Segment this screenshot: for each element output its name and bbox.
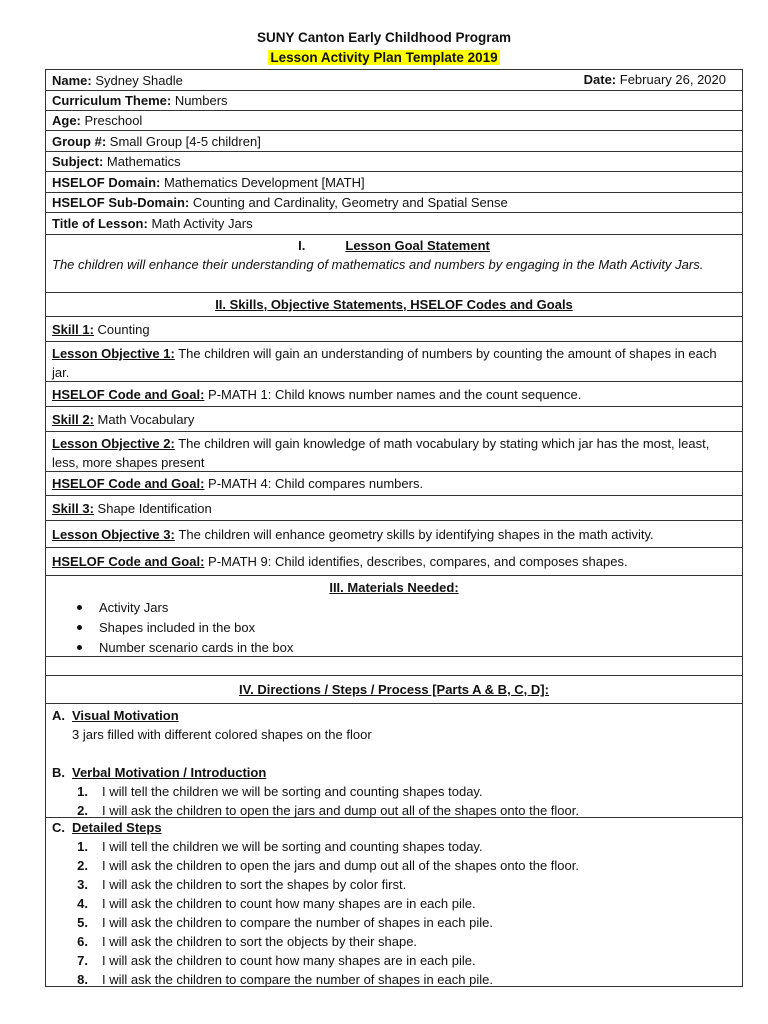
- subject-row: [46, 152, 742, 172]
- motivation-row: [46, 704, 742, 818]
- name-label: Name:: [52, 72, 92, 88]
- date-label: Date:: [583, 72, 617, 87]
- skill2-value: Math Vocabulary: [97, 411, 195, 427]
- skill1-label: Skill 1:: [52, 321, 94, 337]
- step-number: 7.: [77, 953, 88, 968]
- domain-label: HSELOF Domain:: [52, 174, 161, 190]
- program-title: SUNY Canton Early Childhood Program: [256, 30, 512, 45]
- subject-label: Subject:: [52, 154, 104, 169]
- materials-item: [52, 637, 736, 657]
- goal-heading: [52, 236, 736, 255]
- skill3-value: Shape Identification: [97, 500, 212, 516]
- theme-label: Curriculum Theme:: [52, 93, 172, 108]
- skills-heading-row: [46, 293, 742, 317]
- materials-item-text: Number scenario cards in the box: [99, 639, 294, 655]
- section-b-letter: B.: [52, 765, 65, 780]
- template-title: [0, 50, 768, 65]
- skill1-value: Counting: [97, 321, 150, 337]
- step-text: I will ask the children to open the jars and dump out all of the shapes onto the floor.: [102, 858, 579, 873]
- materials-row: [46, 576, 742, 657]
- name-value: Sydney Shadle: [95, 72, 183, 88]
- list-item: [52, 837, 736, 856]
- section-a: [52, 706, 736, 725]
- materials-item-text: Activity Jars: [99, 599, 169, 615]
- materials-item: [52, 597, 736, 617]
- subdomain-value: Counting and Cardinality, Geometry and Spatial Sense: [192, 195, 508, 210]
- date-field: [584, 70, 726, 89]
- skill2-row: [46, 407, 742, 432]
- section-b: [52, 763, 736, 782]
- list-item: [52, 801, 736, 818]
- domain-value: Mathematics Development [MATH]: [163, 174, 365, 190]
- section-c: [52, 818, 736, 837]
- code2-label: HSELOF Code and Goal:: [52, 476, 205, 491]
- section-a-letter: A.: [52, 708, 65, 723]
- blank-row: [46, 657, 742, 676]
- directions-heading-row: [46, 676, 742, 704]
- objective3-text: The children will enhance geometry skills by identifying shapes in the math activity.: [178, 526, 654, 542]
- code3-label: HSELOF Code and Goal:: [52, 554, 205, 569]
- date-value: February 26, 2020: [619, 72, 726, 87]
- skill1-row: [46, 317, 742, 342]
- materials-item-text: Shapes included in the box: [99, 619, 256, 635]
- subject-value: Mathematics: [106, 154, 181, 169]
- goal-numeral: I.: [298, 238, 306, 253]
- subdomain-label: HSELOF Sub-Domain:: [52, 195, 190, 210]
- section-a-text: [52, 725, 736, 744]
- detailed-steps-row: [46, 818, 742, 986]
- group-label: Group #:: [52, 133, 107, 149]
- section-a-text-content: 3 jars filled with different colored shapes on the floor: [72, 727, 372, 742]
- step-number: 4.: [77, 896, 88, 911]
- step-number: 2.: [77, 858, 88, 873]
- goal-text: The children will enhance their understanding of mathematics and numbers by engaging in the Math Activity Jars.: [52, 257, 704, 272]
- section-b-heading: Verbal Motivation / Introduction: [72, 765, 267, 780]
- code1-text: P-MATH 1: Child knows number names and the count sequence.: [208, 386, 582, 402]
- group-row: [46, 131, 742, 152]
- code2-text: P-MATH 4: Child compares numbers.: [208, 476, 424, 491]
- code3-text: P-MATH 9: Child identifies, describes, compares, and composes shapes.: [208, 554, 628, 569]
- step-number: 1.: [77, 839, 88, 854]
- step-number: 8.: [77, 972, 88, 986]
- bullet-icon: [77, 625, 82, 630]
- list-item: [52, 782, 736, 801]
- objective1-label: Lesson Objective 1:: [52, 346, 175, 361]
- objective2-label: Lesson Objective 2:: [52, 436, 175, 451]
- list-item: [52, 894, 736, 913]
- code3-row: [46, 548, 742, 576]
- step-number: 3.: [77, 877, 88, 892]
- step-number: 5.: [77, 915, 88, 930]
- list-item: [52, 875, 736, 894]
- code1-row: [46, 382, 742, 407]
- materials-heading: III. Materials Needed:: [329, 580, 459, 595]
- section-c-letter: C.: [52, 820, 65, 835]
- section-a-heading: Visual Motivation: [72, 708, 179, 723]
- lesson-title-label: Title of Lesson:: [52, 216, 148, 231]
- goal-row: [46, 235, 742, 293]
- step-text: I will ask the children to sort the shapes by color first.: [102, 877, 407, 892]
- code2-row: [46, 472, 742, 496]
- theme-row: [46, 91, 742, 111]
- objective1-text: The children will gain an understanding of numbers by counting the amount of shapes in each jar.: [52, 346, 717, 380]
- subdomain-row: [46, 193, 742, 213]
- domain-row: [46, 172, 742, 193]
- step-number: 1.: [77, 784, 88, 799]
- list-item: [52, 951, 736, 970]
- list-item: [52, 856, 736, 875]
- step-text: I will ask the children to sort the objects by their shape.: [102, 934, 418, 949]
- step-text: I will ask the children to compare the number of shapes in each pile.: [102, 972, 493, 986]
- step-text: I will ask the children to count how many shapes are in each pile.: [102, 896, 476, 911]
- theme-value: Numbers: [174, 93, 228, 108]
- step-text: I will tell the children we will be sorting and counting shapes today.: [102, 839, 483, 854]
- materials-item: [52, 617, 736, 637]
- lesson-plan-table: [45, 69, 743, 987]
- skills-heading: II. Skills, Objective Statements, HSELOF Codes and Goals: [215, 297, 573, 312]
- name-row: [46, 70, 742, 91]
- goal-heading-text: Lesson Goal Statement: [345, 238, 490, 253]
- step-text: I will ask the children to open the jars and dump out all of the shapes onto the floor.: [102, 803, 579, 818]
- lesson-title-row: [46, 213, 742, 235]
- directions-heading: IV. Directions / Steps / Process [Parts A & B, C, D]:: [239, 682, 549, 697]
- objective2-text: The children will gain knowledge of math vocabulary by stating which jar has the most, least, less, more shapes present: [52, 436, 710, 470]
- step-text: I will tell the children we will be sorting and counting shapes today.: [102, 784, 483, 799]
- list-item: [52, 913, 736, 932]
- step-text: I will ask the children to compare the number of shapes in each pile.: [102, 915, 493, 930]
- age-row: [46, 111, 742, 131]
- step-number: 2.: [77, 803, 88, 818]
- objective2-row: [46, 432, 742, 472]
- objective1-row: [46, 342, 742, 382]
- template-title-highlight: Lesson Activity Plan Template 2019: [270, 50, 498, 65]
- bullet-icon: [77, 605, 82, 610]
- lesson-title-value: Math Activity Jars: [151, 216, 253, 231]
- age-label: Age:: [52, 113, 81, 128]
- objective3-label: Lesson Objective 3:: [52, 526, 175, 542]
- list-item: [52, 970, 736, 986]
- age-value: Preschool: [84, 113, 143, 128]
- step-number: 6.: [77, 934, 88, 949]
- code1-label: HSELOF Code and Goal:: [52, 386, 205, 402]
- objective3-row: [46, 521, 742, 548]
- list-item: [52, 932, 736, 951]
- step-text: I will ask the children to count how many shapes are in each pile.: [102, 953, 476, 968]
- bullet-icon: [77, 645, 82, 650]
- section-c-heading: Detailed Steps: [72, 820, 162, 835]
- skill2-label: Skill 2:: [52, 411, 94, 427]
- skill3-label: Skill 3:: [52, 500, 94, 516]
- group-value: Small Group [4-5 children]: [109, 133, 261, 149]
- skill3-row: [46, 496, 742, 521]
